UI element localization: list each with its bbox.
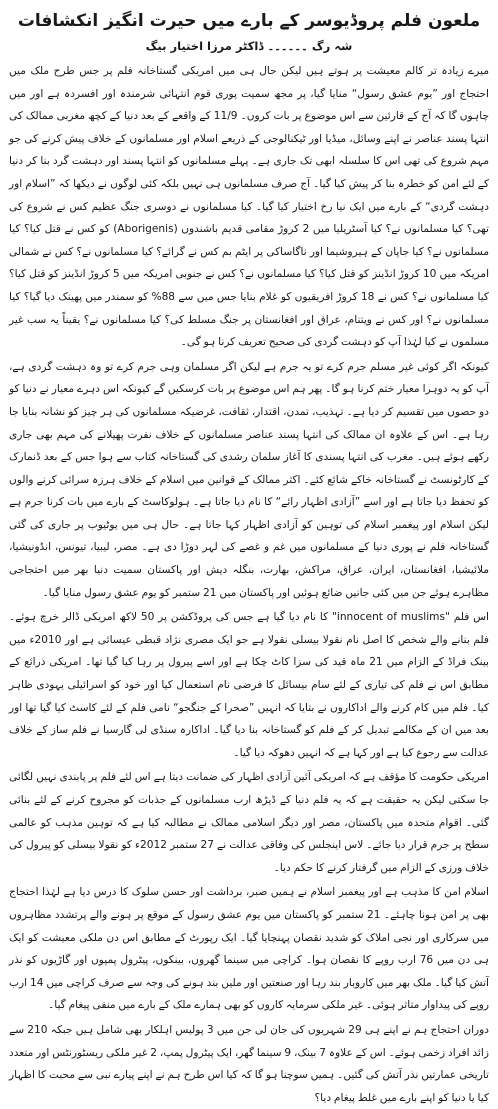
article-paragraph: اس فلم "innocent of muslims" کا نام دیا گیا ہے جس کی پروڈکشن پر 50 لاکھ امریکی ڈالر خرچ ہوئے۔ فلم بنانے والے شخص کا اصل نام نقولا بیسلی نقولا ہے جو ایک مصری نژاد قبطی عیسائی ہے اور 2010ء میں بینک فراڈ کے الزام میں 21 ماہ قید کی سزا کاٹ چکا ہے اور اسے پیرول پر رہا کیا گیا تھا۔ امریکی ذرائع کے مطابق اس نے فلم کی تیاری کے لئے سام بیسائل کا فرضی نام استعمال کیا اور خود کو اسرائیلی یہودی ظاہر کیا۔ فلم میں کام کرنے والے اداکاروں نے بتایا کہ انہیں ”صحرا کے جنگجو“ نامی فلم کے لئے کاسٹ کیا گیا تھا اور بعد میں ان کے مکالمے تبدیل کر کے فلم کو گستاخانہ بنا دیا گیا۔ اداکارہ سنڈی لی گارسیا نے فلم ساز کے خلاف عدالت سے رجوع کیا ہے اور کہا ہے کہ انہیں دھوکہ دیا گیا۔ — [9, 611, 489, 759]
article-byline: شہ رگ ۔۔۔۔۔۔ ڈاکٹر مرزا اختیار بیگ — [145, 39, 353, 53]
article-body — [9, 60, 489, 1109]
article-paragraph: کیونکہ اگر کوئی غیر مسلم جرم کرے تو یہ جرم ہے لیکن اگر مسلمان وہی جرم کرے تو وہ دہشت گردی ہے، آپ کو یہ دوہرا معیار ختم کرنا ہو گا۔ پھر ہم اس موضوع پر بات کرسکیں گے کیونکہ اس دہرے معیار نے دنیا کو دو حصوں میں تقسیم کر دیا ہے۔ تہذیب، تمدن، اقتدار، ثقافت، غرضیکہ مسلمانوں کی ہر چیز کو نشانہ بنایا جا رہا ہے۔ اس کے علاوہ ان ممالک کی انتہا پسند عناصر مسلمانوں کے خلاف نفرت پھیلانے کی مہم بھی جاری رکھے ہوئے ہیں۔ مغرب کی انتہا پسندی کا آغاز سلمان رشدی کی گستاخانہ کتاب سے ہوا جس کے بعد ڈنمارک کے کارٹونسٹ نے گستاخانہ خاکے شائع کئے۔ اکثر ممالک کے قوانین میں اسلام کے خلاف ہرزہ سرائی کرنے والوں کو تحفظ دیا جاتا ہے اور اسے ”آزادی اظہار رائے“ کا نام دیا جاتا ہے۔ ہولوکاسٹ کے بارے میں بات کرنا جرم ہے لیکن اسلام اور پیغمبر اسلام کی توہین کو آزادی اظہار کہا جاتا ہے۔ حال ہی میں یوٹیوب پر جاری کی گئی گستاخانہ فلم نے پوری دنیا کے مسلمانوں میں غم و غصے کی لہر دوڑا دی ہے۔ مصر، لیبیا، تیونس، انڈونیشیا، ملائیشیا، افغانستان، ایران، عراق، مراکش، بھارت، بنگلہ دیش اور پاکستان سمیت دنیا بھر میں احتجاجی مظاہرے ہوئے جن میں کئی جانیں ضائع ہوئیں اور پاکستان میں 21 ستمبر کو یوم عشق رسول منایا گیا۔ — [9, 360, 489, 599]
article-paragraph: دوران احتجاج ہم نے اپنے ہی 29 شہریوں کی جان لی جن میں 3 پولیس اہلکار بھی شامل ہیں جبکہ 210 سے زائد افراد زخمی ہوئے۔ اس کے علاوہ 7 بینک، 9 سینما گھر، ایک پیٹرول پمپ، 2 غیر ملکی ریسٹورنٹس اور متعدد تاریخی عمارتیں نذر آتش کی گئیں۔ ہمیں سوچنا ہو گا کہ کیا اس طرح ہم نے اپنے پیارے نبی سے محبت کا اظہار کیا یا دنیا کو اپنے بارے میں غلط پیغام دیا؟ — [9, 1023, 489, 1104]
article-headline: ملعون فلم پروڈیوسر کے بارے میں حیرت انگیز انکشافات — [17, 11, 481, 31]
article-paragraph: امریکی حکومت کا مؤقف ہے کہ امریکی آئین آزادی اظہار کی ضمانت دیتا ہے اس لئے فلم پر پابندی نہیں لگائی جا سکتی لیکن یہ حقیقت ہے کہ یہ فلم دنیا کے ڈیڑھ ارب مسلمانوں کے جذبات کو مجروح کرنے کے لئے بنائی گئی۔ اقوام متحدہ میں پاکستان، مصر اور دیگر اسلامی ممالک نے مطالبہ کیا ہے کہ توہین مذہب کو عالمی سطح پر جرم قرار دیا جائے۔ لاس اینجلس کی وفاقی عدالت نے 27 ستمبر 2012ء کو نقولا بیسلی کو پیرول کی خلاف ورزی کے الزام میں گرفتار کرنے کا حکم دیا۔ — [9, 771, 489, 874]
article-paragraph: اسلام امن کا مذہب ہے اور پیغمبر اسلام نے ہمیں صبر، برداشت اور حسن سلوک کا درس دیا ہے لہٰذا احتجاج بھی پر امن ہونا چاہئے۔ 21 ستمبر کو پاکستان میں یوم عشق رسول کے موقع پر ہونے والے پرتشدد مظاہروں میں سرکاری اور نجی املاک کو شدید نقصان پہنچایا گیا۔ ایک رپورٹ کے مطابق اس دن ملکی معیشت کو ایک ہی دن میں 76 ارب روپے کا نقصان ہوا۔ کراچی میں سینما گھروں، بینکوں، پیٹرول پمپوں اور گاڑیوں کو نذر آتش کیا گیا۔ ملک بھر میں کاروبار بند رہا اور صنعتیں اور ملیں بند ہونے کی وجہ سے صرف کراچی میں 14 ارب روپے کی پیداوار متاثر ہوئی۔ غیر ملکی سرمایہ کاروں کو بھی ہمارے ملک کے بارے میں منفی پیغام گیا۔ — [9, 886, 489, 1012]
article-paragraph: میرے زیادہ تر کالم معیشت پر ہوتے ہیں لیکن حال ہی میں امریکی گستاخانہ فلم پر جس طرح ملک میں احتجاج اور ”یوم عشق رسول“ منایا گیا، پر مجھ سمیت پوری قوم انتہائی شرمندہ اور افسردہ ہے اور میں چاہوں گا کہ آج کے قارئین سے اس موضوع پر بات کروں۔ 11/9 کے واقعے کے بعد دنیا کے کچھ مغربی ممالک کی انتہا پسند عناصر نے اپنے وسائل، میڈیا اور ٹیکنالوجی کے ذریعے اسلام اور مسلمانوں کے خلاف پیش کرنے کی جو مہم شروع کی تھی اس کا سلسلہ ابھی تک جاری ہے۔ پہلے مسلمانوں کو انتہا پسند اور دہشت گرد بنا کر دنیا کے لئے امن کو خطرہ بنا کر پیش کیا گیا۔ آج صرف مسلمانوں ہی نہیں بلکہ کئی لوگوں نے دیکھا کہ ”اسلام اور دہشت گردی“ کے بارے میں ایک نیا رخ اختیار کیا گیا۔ کیا مسلمانوں نے دوسری جنگ عظیم کس نے شروع کی تھی؟ کیا مسلمانوں نے؟ کیا آسٹریلیا میں 2 کروڑ مقامی قدیم باشندوں (Aborigenis) کو کس نے قتل کیا؟ کیا مسلمانوں نے؟ کیا جاپان کے ہیروشیما اور ناگاساکی پر ایٹم بم کس نے گرائے؟ کیا مسلمانوں نے؟ کس نے شمالی امریکہ میں 10 کروڑ انڈینز کو قتل کیا؟ کیا مسلمانوں نے؟ کس نے جنوبی امریکہ میں 5 کروڑ انڈینز کو قتل کیا؟ کیا مسلمانوں نے؟ کس نے 18 کروڑ افریقیوں کو غلام بنایا جس میں سے 88% کو سمندر میں پھینک دیا گیا؟ کیا مسلمانوں نے؟ اور کس نے ویتنام، عراق اور افغانستان پر جنگ مسلط کی؟ کیا مسلمانوں نے؟ یقیناً یہ سب غیر مسلموں نے کیا لہٰذا آپ کو دہشت گردی کی صحیح تعریف کرنا ہو گی۔ — [9, 65, 490, 349]
